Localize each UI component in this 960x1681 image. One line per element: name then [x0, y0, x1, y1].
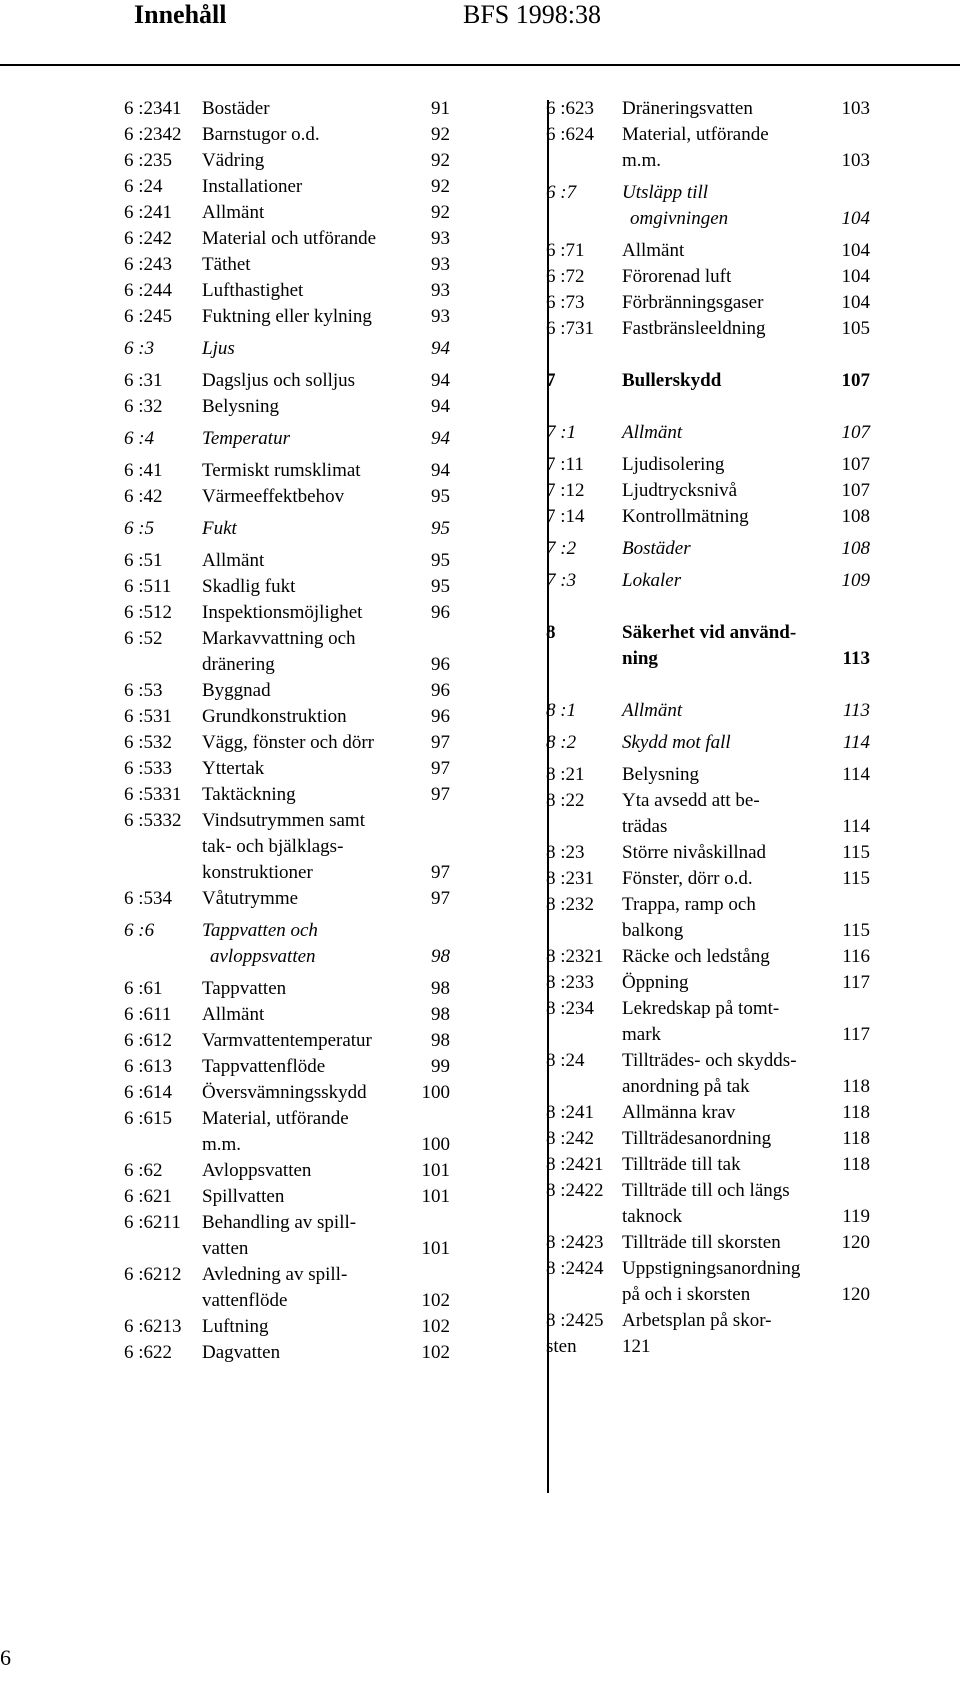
toc-entry-number: 6 :51 — [124, 550, 163, 571]
toc-entry-page[interactable]: 95 — [431, 576, 450, 597]
toc-entry-title[interactable]: taknock — [622, 1206, 683, 1227]
toc-entry-title[interactable]: Lekredskap på tomt- — [622, 998, 780, 1019]
toc-entry-page[interactable]: 119 — [842, 1206, 870, 1227]
toc-entry-number: 6 :53 — [124, 680, 163, 701]
toc-entry-title[interactable]: Fukt — [202, 518, 237, 539]
toc-entry-page[interactable]: 97 — [431, 732, 450, 753]
toc-entry-number: 6 :532 — [124, 732, 173, 753]
toc-entry-page[interactable]: 92 — [431, 176, 450, 197]
toc-entry-page[interactable]: 117 — [842, 972, 870, 993]
toc-entry-number: 8 :2421 — [546, 1154, 604, 1175]
toc-entry-number: 8 :1 — [546, 700, 577, 721]
toc-entry-title[interactable]: Täthet — [202, 254, 251, 275]
toc-entry-number: 7 :14 — [546, 506, 585, 527]
toc-entry-title[interactable]: Allmänna krav — [622, 1102, 736, 1123]
toc-entry-number: 6 :42 — [124, 486, 163, 507]
toc-entry-number: 6 :73 — [546, 292, 585, 313]
toc-entry-title[interactable]: avloppsvatten — [210, 946, 316, 967]
toc-entry-page[interactable]: 113 — [842, 648, 870, 669]
toc-entry-page[interactable]: 97 — [431, 862, 450, 883]
toc-entry-number: 8 :2425 — [546, 1310, 604, 1331]
toc-entry-title[interactable]: Belysning — [202, 396, 280, 417]
toc-entry-title[interactable]: Uppstigningsanordning — [622, 1258, 801, 1279]
toc-entry-page[interactable]: 115 — [842, 920, 870, 941]
toc-entry-title[interactable]: Fastbränsleeldning — [622, 318, 766, 339]
toc-entry-title[interactable]: Utsläpp till — [622, 182, 709, 203]
toc-entry-number: 7 — [546, 370, 556, 391]
toc-entry-number: 7 :3 — [546, 570, 577, 591]
toc-entry-number: 6 :622 — [124, 1342, 173, 1363]
toc-entry-title[interactable]: Tappvattenflöde — [202, 1056, 326, 1077]
toc-entry-title[interactable]: Lufthastighet — [202, 280, 304, 301]
toc-entry-page[interactable]: 93 — [431, 306, 450, 327]
toc-entry-title[interactable]: Bostäder — [622, 538, 691, 559]
toc-entry-number: 6 :52 — [124, 628, 163, 649]
toc-entry-title[interactable]: Inspektionsmöjlighet — [202, 602, 363, 623]
toc-entry-title[interactable]: Material, utförande — [622, 124, 769, 145]
toc-entry-title[interactable]: omgivningen — [630, 208, 729, 229]
toc-entry-page[interactable]: 118 — [842, 1154, 870, 1175]
toc-entry-number: 6 :72 — [546, 266, 585, 287]
toc-entry-page[interactable]: 107 — [841, 480, 870, 501]
header-reference: BFS 1998:38 — [463, 0, 601, 29]
toc-entry-page[interactable]: 118 — [842, 1076, 870, 1097]
toc-entry-page[interactable]: 97 — [431, 758, 450, 779]
toc-entry-page[interactable]: 100 — [421, 1082, 450, 1103]
toc-entry-number: 6 :612 — [124, 1030, 173, 1051]
toc-entry-title[interactable]: Förorenad luft — [622, 266, 732, 287]
toc-entry-title[interactable]: Dräneringsvatten — [622, 98, 753, 119]
toc-entry-title[interactable]: Material, utförande — [202, 1108, 349, 1129]
toc-entry-title[interactable]: Material och utförande — [202, 228, 377, 249]
toc-entry-page[interactable]: 98 — [431, 978, 450, 999]
toc-entry-title[interactable]: anordning på tak — [622, 1076, 750, 1097]
toc-entry-page[interactable]: 109 — [841, 570, 870, 591]
toc-entry-page[interactable]: 113 — [842, 700, 870, 721]
toc-entry-number: 6 :24 — [124, 176, 163, 197]
toc-entry-page[interactable]: 96 — [431, 654, 450, 675]
header-rule — [0, 64, 960, 66]
toc-entry-page[interactable]: 94 — [431, 338, 450, 359]
toc-entry-title[interactable]: Allmänt — [202, 202, 265, 223]
page-header — [0, 0, 960, 64]
toc-entry-title[interactable]: Vädring — [202, 150, 265, 171]
toc-entry-number: 6 :6213 — [124, 1316, 182, 1337]
toc-entry-number: 8 :24 — [546, 1050, 585, 1071]
toc-entry-page[interactable]: 115 — [842, 868, 870, 889]
toc-entry-title[interactable]: Allmänt — [622, 700, 683, 721]
toc-entry-number: 6 :512 — [124, 602, 173, 623]
toc-entry-title[interactable]: Värmeeffektbehov — [202, 486, 345, 507]
toc-entry-page[interactable]: 95 — [431, 550, 450, 571]
toc-entry-title[interactable]: Tillträdes- och skydds- — [622, 1050, 797, 1071]
toc-entry-number: 8 — [546, 622, 556, 643]
toc-entry-number: 7 :1 — [546, 422, 577, 443]
toc-entry-title[interactable]: Behandling av spill- — [202, 1212, 357, 1233]
toc-entry-page[interactable]: 103 — [841, 150, 870, 171]
toc-entry-title[interactable]: Varmvattentemperatur — [202, 1030, 372, 1051]
toc-entry-title[interactable]: på och i skorsten — [622, 1284, 751, 1305]
toc-entry-title[interactable]: Termiskt rumsklimat — [202, 460, 361, 481]
toc-entry-number: 8 :241 — [546, 1102, 595, 1123]
toc-entry-number: 6 :242 — [124, 228, 173, 249]
toc-entry-page[interactable]: 114 — [842, 732, 870, 753]
toc-entry-title[interactable]: Spillvatten — [202, 1186, 285, 1207]
toc-entry-number: 6 :731 — [546, 318, 595, 339]
toc-entry-number: 6 :32 — [124, 396, 163, 417]
toc-entry-title[interactable]: Ljudtrycksnivå — [622, 480, 738, 501]
toc-entry-title[interactable]: Allmänt — [202, 550, 265, 571]
toc-entry-number: 6 :534 — [124, 888, 173, 909]
toc-entry-title[interactable]: vatten — [202, 1238, 249, 1259]
toc-entry-page[interactable]: 120 — [841, 1232, 870, 1253]
toc-entry-page[interactable]: 96 — [431, 602, 450, 623]
toc-entry-number: 6 :615 — [124, 1108, 173, 1129]
toc-entry-page[interactable]: 93 — [431, 280, 450, 301]
toc-entry-number: 6 :61 — [124, 978, 163, 999]
toc-entry-title[interactable]: Räcke och ledstång — [622, 946, 770, 967]
toc-entry-page[interactable]: 104 — [841, 208, 870, 229]
toc-entry-number: 6 :244 — [124, 280, 173, 301]
toc-entry-title[interactable]: Dagvatten — [202, 1342, 281, 1363]
toc-entry-title[interactable]: Större nivåskillnad — [622, 842, 767, 863]
toc-entry-title[interactable]: Avloppsvatten — [202, 1160, 312, 1181]
page-number: 6 — [0, 1645, 11, 1670]
toc-entry-title[interactable]: Fuktning eller kylning — [202, 306, 372, 327]
toc-entry-title[interactable]: Byggnad — [202, 680, 271, 701]
toc-entry-title[interactable]: Installationer — [202, 176, 303, 197]
toc-entry-number: 6 :41 — [124, 460, 163, 481]
toc-entry-title[interactable]: Ljus — [202, 338, 235, 359]
toc-entry-title[interactable]: Yta avsedd att be- — [622, 790, 760, 811]
toc-entry-page[interactable]: 95 — [431, 486, 450, 507]
toc-entry-title[interactable]: Lokaler — [622, 570, 682, 591]
toc-entry-page[interactable]: 102 — [421, 1290, 450, 1311]
toc-entry-title[interactable]: 121 — [622, 1336, 651, 1357]
toc-entry-page[interactable]: 98 — [431, 946, 450, 967]
toc-entry-number: 8 :242 — [546, 1128, 595, 1149]
toc-entry-number: 6 :6212 — [124, 1264, 182, 1285]
toc-entry-page[interactable]: 98 — [431, 1004, 450, 1025]
toc-entry-page[interactable]: 102 — [421, 1342, 450, 1363]
toc-entry-title[interactable]: Barnstugor o.d. — [202, 124, 320, 145]
toc-entry-page[interactable]: 101 — [421, 1160, 450, 1181]
toc-entry-title[interactable]: Tillträde till tak — [622, 1154, 741, 1175]
toc-entry-page[interactable]: 92 — [431, 124, 450, 145]
toc-entry-number: 6 :614 — [124, 1082, 173, 1103]
toc-entry-title[interactable]: Tappvatten och — [202, 920, 318, 941]
toc-entry-page[interactable]: 93 — [431, 254, 450, 275]
toc-entry-number: 6 :2342 — [124, 124, 182, 145]
toc-entry-number: 7 :12 — [546, 480, 585, 501]
toc-entry-number: 8 :2423 — [546, 1232, 604, 1253]
toc-entry-title[interactable]: ning — [622, 648, 658, 669]
toc-entry-number: 6 :243 — [124, 254, 173, 275]
toc-entry-page[interactable]: 95 — [431, 518, 450, 539]
toc-entry-title[interactable]: Tillträde till skorsten — [622, 1232, 781, 1253]
toc-entry-title[interactable]: konstruktioner — [202, 862, 313, 883]
toc-entry-title[interactable]: Arbetsplan på skor- — [622, 1310, 772, 1331]
toc-entry-number: 6 :5332 — [124, 810, 182, 831]
toc-entry-page[interactable]: 98 — [431, 1030, 450, 1051]
toc-entry-page[interactable]: 97 — [431, 784, 450, 805]
toc-entry-page[interactable]: 102 — [421, 1316, 450, 1337]
toc-entry-number: 6 :533 — [124, 758, 173, 779]
toc-entry-number: 6 :5 — [124, 518, 155, 539]
toc-entry-page[interactable]: 101 — [421, 1238, 450, 1259]
toc-entry-number: 6 :62 — [124, 1160, 163, 1181]
toc-entry-number: 6 :71 — [546, 240, 585, 261]
toc-entry-title[interactable]: Avledning av spill- — [202, 1264, 348, 1285]
toc-entry-title[interactable]: Våtutrymme — [202, 888, 299, 909]
toc-entry-page[interactable]: 94 — [431, 396, 450, 417]
toc-entry-title[interactable]: Taktäckning — [202, 784, 296, 805]
toc-entry-title[interactable]: dränering — [202, 654, 275, 675]
toc-entry-number: 8 :21 — [546, 764, 585, 785]
toc-entry-number: 8 :2422 — [546, 1180, 604, 1201]
toc-entry-number: 6 :3 — [124, 338, 155, 359]
toc-entry-page[interactable]: 103 — [841, 98, 870, 119]
toc-entry-title[interactable]: Tappvatten — [202, 978, 287, 999]
toc-entry-number: 6 :511 — [124, 576, 172, 597]
toc-entry-page[interactable]: 117 — [842, 1024, 870, 1045]
toc-entry-wrap: sten — [546, 1336, 577, 1357]
toc-entry-title[interactable]: Belysning — [622, 764, 700, 785]
toc-entry-title[interactable]: trädas — [622, 816, 668, 837]
toc-entry-title[interactable]: Bullerskydd — [622, 370, 722, 391]
toc-entry-title[interactable]: Bostäder — [202, 98, 270, 119]
toc-entry-number: 8 :22 — [546, 790, 585, 811]
toc-entry-page[interactable]: 108 — [841, 506, 870, 527]
toc-entry-title[interactable]: m.m. — [202, 1134, 242, 1155]
toc-entry-number: 6 :6211 — [124, 1212, 181, 1233]
toc-entry-title[interactable]: Ljudisolering — [622, 454, 725, 475]
toc-entry-title[interactable]: Förbränningsgaser — [622, 292, 764, 313]
toc-entry-number: 6 :624 — [546, 124, 595, 145]
toc-entry-number: 6 :623 — [546, 98, 595, 119]
toc-entry-number: 6 :5331 — [124, 784, 182, 805]
toc-entry-number: 8 :233 — [546, 972, 595, 993]
toc-entry-page[interactable]: 116 — [842, 946, 870, 967]
toc-entry-number: 6 :245 — [124, 306, 173, 327]
toc-entry-number: 8 :23 — [546, 842, 585, 863]
toc-entry-title[interactable]: Kontrollmätning — [622, 506, 749, 527]
toc-entry-page[interactable]: 99 — [431, 1056, 450, 1077]
toc-entry-number: 6 :241 — [124, 202, 173, 223]
toc-entry-number: 8 :2321 — [546, 946, 604, 967]
toc-entry-page[interactable]: 92 — [431, 150, 450, 171]
toc-entry-title[interactable]: Vägg, fönster och dörr — [202, 732, 375, 753]
toc-entry-page[interactable]: 104 — [841, 240, 870, 261]
toc-entry-title[interactable]: tak- och bjälklags- — [202, 836, 344, 857]
toc-entry-title[interactable]: Luftning — [202, 1316, 269, 1337]
toc-entry-number: 8 :232 — [546, 894, 595, 915]
toc-entry-page[interactable]: 105 — [841, 318, 870, 339]
toc-entry-number: 6 :2341 — [124, 98, 182, 119]
toc-entry-title[interactable]: Allmänt — [622, 422, 683, 443]
toc-entry-page[interactable]: 93 — [431, 228, 450, 249]
toc-entry-page[interactable]: 104 — [841, 292, 870, 313]
toc-entry-title[interactable]: Skadlig fukt — [202, 576, 296, 597]
toc-entry-page[interactable]: 101 — [421, 1186, 450, 1207]
toc-entry-title[interactable]: Vindsutrymmen samt — [202, 810, 365, 831]
toc-entry-title[interactable]: Säkerhet vid använd- — [622, 622, 797, 643]
toc-entry-title[interactable]: Yttertak — [202, 758, 265, 779]
toc-entry-title[interactable]: Dagsljus och solljus — [202, 370, 356, 391]
toc-entry-title[interactable]: m.m. — [622, 150, 662, 171]
toc-entry-number: 6 :621 — [124, 1186, 173, 1207]
toc-entry-title[interactable]: Översvämningsskydd — [202, 1082, 367, 1103]
toc-entry-number: 8 :2424 — [546, 1258, 604, 1279]
toc-entry-title[interactable]: Temperatur — [202, 428, 290, 449]
toc-entry-page[interactable]: 96 — [431, 706, 450, 727]
toc-entry-number: 6 :31 — [124, 370, 163, 391]
toc-entry-page[interactable]: 114 — [842, 764, 870, 785]
toc-entry-number: 8 :231 — [546, 868, 595, 889]
toc-entry-title[interactable]: Markavvattning och — [202, 628, 356, 649]
toc-entry-page[interactable]: 118 — [842, 1128, 870, 1149]
toc-entry-number: 7 :2 — [546, 538, 577, 559]
toc-entry-title[interactable]: mark — [622, 1024, 662, 1045]
toc-entry-title[interactable]: Öppning — [622, 972, 689, 993]
toc-entry-title[interactable]: Tillträde till och längs — [622, 1180, 790, 1201]
toc-entry-number: 6 :4 — [124, 428, 155, 449]
toc-entry-page[interactable]: 100 — [421, 1134, 450, 1155]
toc-entry-number: 8 :2 — [546, 732, 577, 753]
toc-entry-page[interactable]: 107 — [841, 422, 870, 443]
toc-entry-page[interactable]: 91 — [431, 98, 450, 119]
toc-entry-number: 6 :613 — [124, 1056, 173, 1077]
toc-entry-title[interactable]: Allmänt — [622, 240, 685, 261]
toc-entry-number: 6 :235 — [124, 150, 173, 171]
toc-entry-page[interactable]: 94 — [431, 370, 450, 391]
toc-entry-title[interactable]: balkong — [622, 920, 684, 941]
toc-entry-page[interactable]: 118 — [842, 1102, 870, 1123]
toc-entry-title[interactable]: vattenflöde — [202, 1290, 288, 1311]
toc-entry-page[interactable]: 107 — [841, 370, 870, 391]
toc-entry-page[interactable]: 120 — [841, 1284, 870, 1305]
toc-entry-page[interactable]: 94 — [431, 428, 450, 449]
toc-entry-number: 6 :6 — [124, 920, 155, 941]
toc-entry-number: 6 :7 — [546, 182, 577, 203]
toc-entry-number: 6 :531 — [124, 706, 173, 727]
toc-entry-page[interactable]: 115 — [842, 842, 870, 863]
toc-entry-page[interactable]: 104 — [841, 266, 870, 287]
toc-entry-title[interactable]: Allmänt — [202, 1004, 265, 1025]
toc-entry-title[interactable]: Fönster, dörr o.d. — [622, 868, 753, 889]
toc-entry-title[interactable]: Grundkonstruktion — [202, 706, 347, 727]
toc-entry-title[interactable]: Skydd mot fall — [622, 732, 731, 753]
toc-entry-page[interactable]: 114 — [842, 816, 870, 837]
toc-entry-page[interactable]: 108 — [841, 538, 870, 559]
toc-entry-page[interactable]: 107 — [841, 454, 870, 475]
toc-entry-page[interactable]: 92 — [431, 202, 450, 223]
toc-entry-number: 7 :11 — [546, 454, 584, 475]
toc-entry-page[interactable]: 97 — [431, 888, 450, 909]
toc-entry-page[interactable]: 96 — [431, 680, 450, 701]
toc-entry-page[interactable]: 94 — [431, 460, 450, 481]
toc-entry-title[interactable]: Trappa, ramp och — [622, 894, 756, 915]
toc-entry-title[interactable]: Tillträdesanordning — [622, 1128, 772, 1149]
toc-entry-number: 8 :234 — [546, 998, 595, 1019]
toc-entry-number: 6 :611 — [124, 1004, 172, 1025]
header-title: Innehåll — [134, 0, 227, 29]
